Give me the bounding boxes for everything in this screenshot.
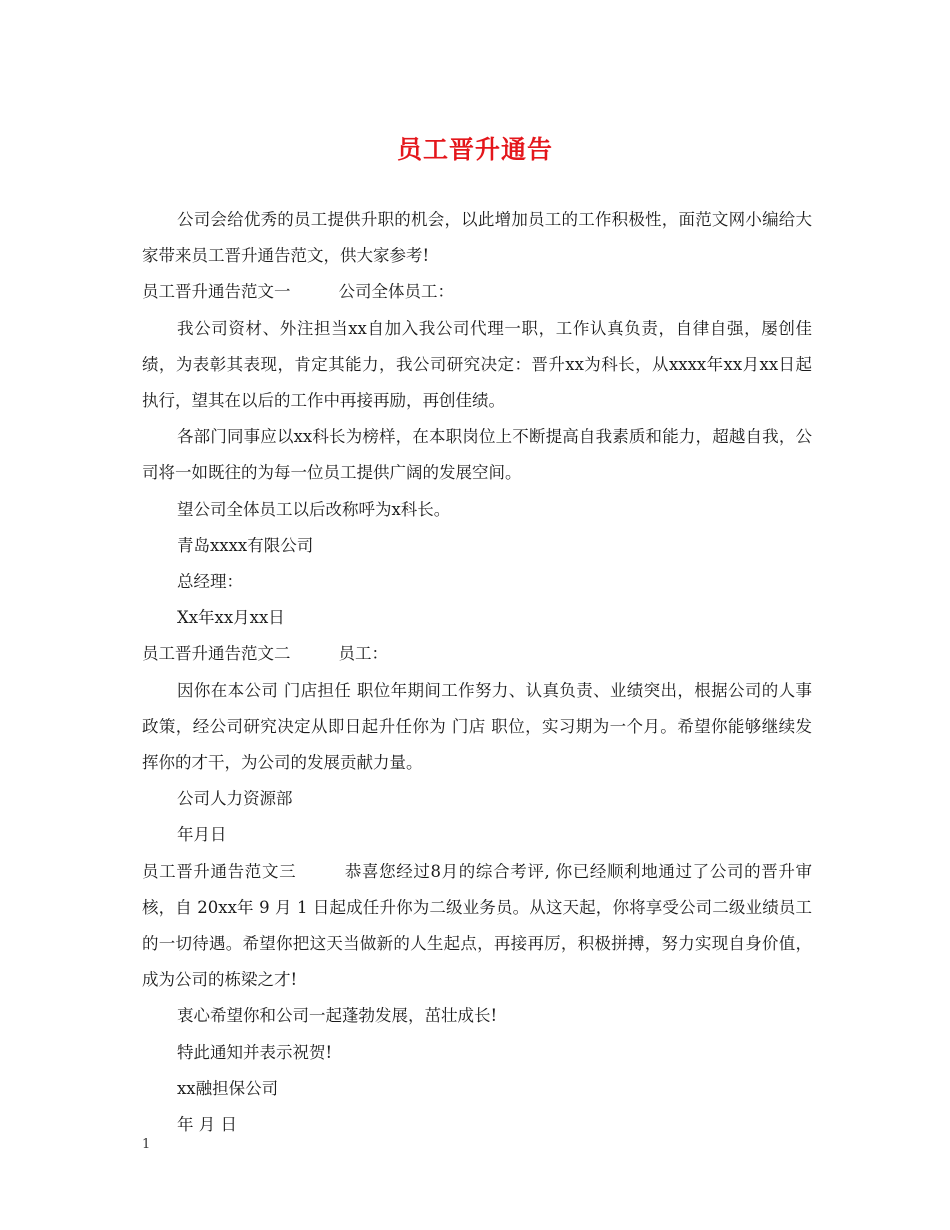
paragraph-text: 年 月 日 (177, 1115, 237, 1135)
signature-date (142, 817, 812, 853)
signature-date (142, 1107, 812, 1143)
salutation: 公司全体员工： (338, 282, 454, 302)
document-body (142, 202, 812, 1143)
paragraph-text: 特此通知并表示祝贺! (177, 1042, 333, 1062)
sample-heading: 员工晋升通告范文一 (142, 282, 291, 302)
page-number: 1 (142, 1137, 151, 1152)
paragraph-text: 年月日 (177, 825, 227, 845)
paragraph-text: xx融担保公司 (177, 1078, 279, 1098)
salutation: 员工： (338, 644, 388, 664)
sample-heading: 员工晋升通告范文二 (142, 644, 291, 664)
paragraph-text: Xx年xx月xx日 (177, 608, 285, 628)
document-title: 员工晋升通告 (396, 135, 553, 164)
signature-company (142, 1071, 812, 1107)
sample-heading: 员工晋升通告范文三 (142, 861, 297, 881)
signature-date (142, 600, 812, 636)
signature-company (142, 528, 812, 564)
paragraph-sample-two-heading (142, 636, 812, 672)
paragraph-text: 公司人力资源部 (177, 789, 293, 809)
paragraph-text: 公司会给优秀的员工提供升职的机会，以此增加员工的工作积极性，面范文网小编给大家带来员工晋升通告范文，供大家参考! (142, 210, 812, 266)
paragraph-text: 总经理： (177, 572, 243, 592)
paragraph-text: 衷心希望你和公司一起蓬勃发展，茁壮成长! (177, 1006, 498, 1026)
paragraph-intro (142, 202, 812, 274)
paragraph (142, 419, 812, 491)
paragraph (142, 311, 812, 420)
paragraph (142, 1035, 812, 1071)
paragraph (142, 492, 812, 528)
paragraph-text: 各部门同事应以xx科长为榜样，在本职岗位上不断提高自我素质和能力，超越自我，公司将一如既往的为每一位员工提供广阔的发展空间。 (142, 427, 812, 483)
paragraph-text: 青岛xxxx有限公司 (177, 535, 314, 555)
paragraph-sample-three (142, 854, 812, 999)
paragraph-text: 恭喜您经过8月的综合考评, 你已经顺利地通过了公司的晋升审核，自 20xx年 9 月 1 日起成任升你为二级业务员。从这天起，你将享受公司二级业绩员工的一切待遇。希望你把这天当做新的人生起点，再接再厉，积极拼搏，努力实现自身价值，成为公司的栋梁之才! (142, 861, 812, 990)
signature-company (142, 781, 812, 817)
signature-title (142, 564, 812, 600)
paragraph-text: 我公司资材、外注担当xx自加入我公司代理一职，工作认真负责，自律自强，屡创佳绩，为表彰其表现，肯定其能力，我公司研究决定：晋升xx为科长，从xxxx年xx月xx日起执行，望其在以后的工作中再接再励，再创佳绩。 (142, 318, 812, 411)
paragraph-sample-one-heading (142, 274, 812, 310)
paragraph-text: 望公司全体员工以后改称呼为x科长。 (177, 499, 451, 519)
paragraph-text: 因你在本公司 门店担任 职位年期间工作努力、认真负责、业绩突出，根据公司的人事政策，经公司研究决定从即日起升任你为 门店 职位，实习期为一个月。希望你能够继续发挥你的才干，为公司的发展贡献力量。 (142, 680, 812, 773)
paragraph (142, 673, 812, 782)
paragraph (142, 998, 812, 1034)
